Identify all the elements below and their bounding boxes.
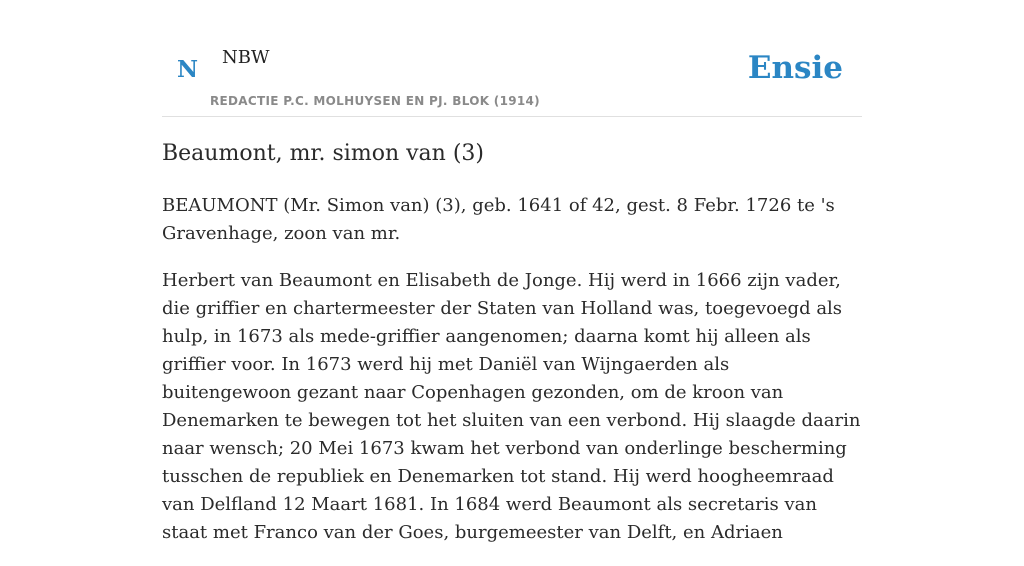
source-name[interactable]: NBW [222, 47, 270, 68]
article-paragraph: BEAUMONT (Mr. Simon van) (3), geb. 1641 of 42, gest. 8 Febr. 1726 te 's Gravenhage, zoon van mr. [162, 195, 835, 244]
article-body [162, 192, 862, 566]
source-logo[interactable]: N [177, 56, 199, 83]
article-title: Beaumont, mr. simon van (3) [162, 141, 484, 166]
source-subtitle: REDACTIE P.C. MOLHUYSEN EN PJ. BLOK (1914) [210, 94, 540, 108]
source-header [162, 0, 862, 117]
ensie-logo-link[interactable]: Ensie [747, 50, 843, 86]
article-paragraph: Herbert van Beaumont en Elisabeth de Jonge. Hij werd in 1666 zijn vader, die griffier en chartermeester der Staten van Holland was, toegevoegd als hulp, in 1673 als mede-griffier aangenomen; daarna komt hij alleen als griffier voor. In 1673 werd hij met Daniël van Wijngaerden als buitengewoon gezant naar Copenhagen gezonden, om de kroon van Denemarken te bewegen tot het sluiten van een verbond. Hij slaagde daarin naar wensch; 20 Mei 1673 kwam het verbond van onderlinge bescherming tusschen de republiek en Denemarken tot stand. Hij werd hoogheemraad van Delfland 12 Maart 1681. In 1684 werd Beaumont als secretaris van staat met Franco van der Goes, burgemeester van Delft, en Adriaen [162, 270, 861, 543]
